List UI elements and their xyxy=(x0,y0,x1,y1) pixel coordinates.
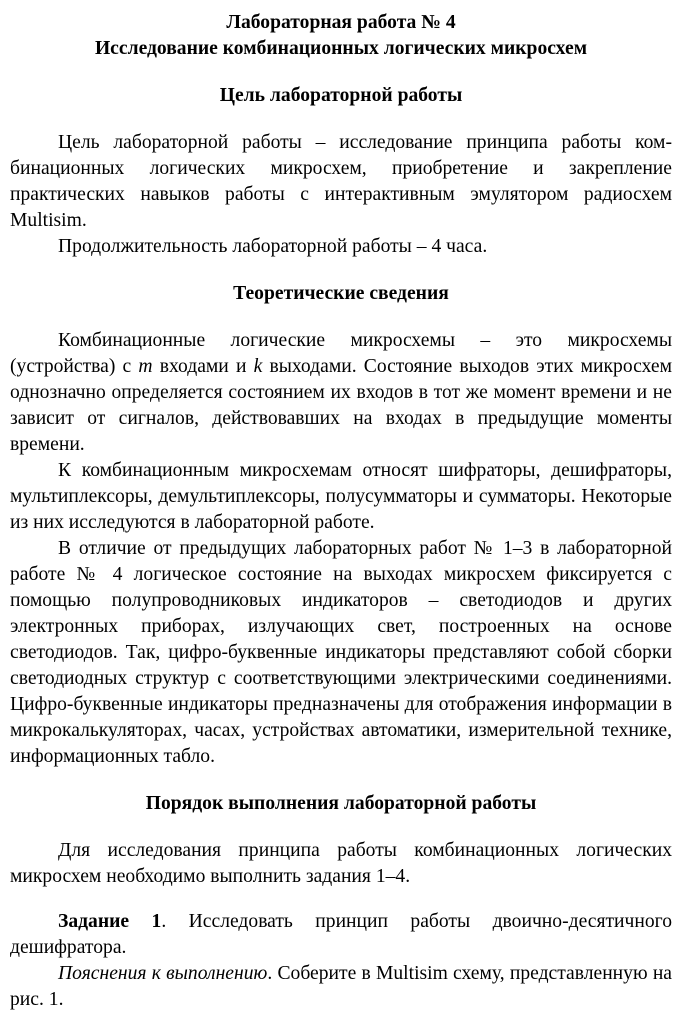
theory-paragraph-3: В отличие от предыдущих лабораторных работ № 1–3 в лабораторной работе № 4 логическое состояние на выходах микросхем фиксируется с помощью полупроводниковых индикаторов – светодиодов и других электронных приборах, излучающих свет, построенных на основе светодиодов. Так, цифро-буквенные индикаторы представляют собой сборки светодиодных структур с соответствующими электрическими соединениями. Цифро-буквенные индикаторы предназначены для отображения информации в микрокалькуляторах, часах, устройствах автоматики, измерительной технике, информационных табло. xyxy=(10,538,672,767)
theory-text: входами и xyxy=(152,356,254,377)
task-text: . Исследовать принцип работы двоично-десятичного дешифратора. xyxy=(10,911,672,958)
duration-paragraph: Продолжительность лабораторной работы – 4 часа. xyxy=(58,236,488,257)
spacer xyxy=(10,770,672,791)
lab-title: Лабораторная работа № 4 xyxy=(226,12,456,33)
lab-subtitle: Исследование комбинационных логических микросхем xyxy=(94,38,588,59)
procedure-heading: Порядок выполнения лабораторной работы xyxy=(145,793,537,814)
variable-m: m xyxy=(138,356,153,377)
goal-paragraph: Цель лабораторной работы – исследование принципа работы комбинационных логических микросхем, приобретение и закрепление практических навыков работы с интерактивным эмулятором радиосхем Multisim. xyxy=(10,132,672,231)
task-label: Задание 1 xyxy=(58,911,162,932)
note-text: . Соберите в Multisim схему, представленную на рис. 1. xyxy=(10,963,673,1010)
spacer xyxy=(10,62,672,83)
theory-text: Комбинационные логические микросхемы – это микросхемы (устройства) с xyxy=(10,330,672,377)
note-label: Пояснения к выполнению xyxy=(58,963,268,984)
spacer xyxy=(10,260,672,281)
theory-paragraph-1 xyxy=(10,328,672,458)
procedure-paragraph: Для исследования принципа работы комбинационных логических микросхем необходимо выполнить задания 1–4. xyxy=(10,840,672,887)
task-paragraph xyxy=(10,909,672,961)
spacer xyxy=(10,817,672,838)
note-paragraph xyxy=(10,961,672,1013)
theory-heading: Теоретические сведения xyxy=(233,283,449,304)
theory-text: выходами. Состояние выходов этих микросхем однозначно определяется состоянием их входов в тот же момент времени и не зависит от сигналов, действовавших на входах в предыдущие моменты времени. xyxy=(10,356,672,455)
spacer xyxy=(10,307,672,328)
goal-heading: Цель лабораторной работы xyxy=(219,85,463,106)
spacer xyxy=(10,109,672,130)
variable-k: k xyxy=(253,356,263,377)
theory-paragraph-2: К комбинационным микросхемам относят шифраторы, дешифраторы, мультиплексоры, демультиплексоры, полусумматоры и сумматоры. Некоторые из них исследуются в лабораторной работе. xyxy=(10,460,672,533)
spacer xyxy=(10,890,672,909)
